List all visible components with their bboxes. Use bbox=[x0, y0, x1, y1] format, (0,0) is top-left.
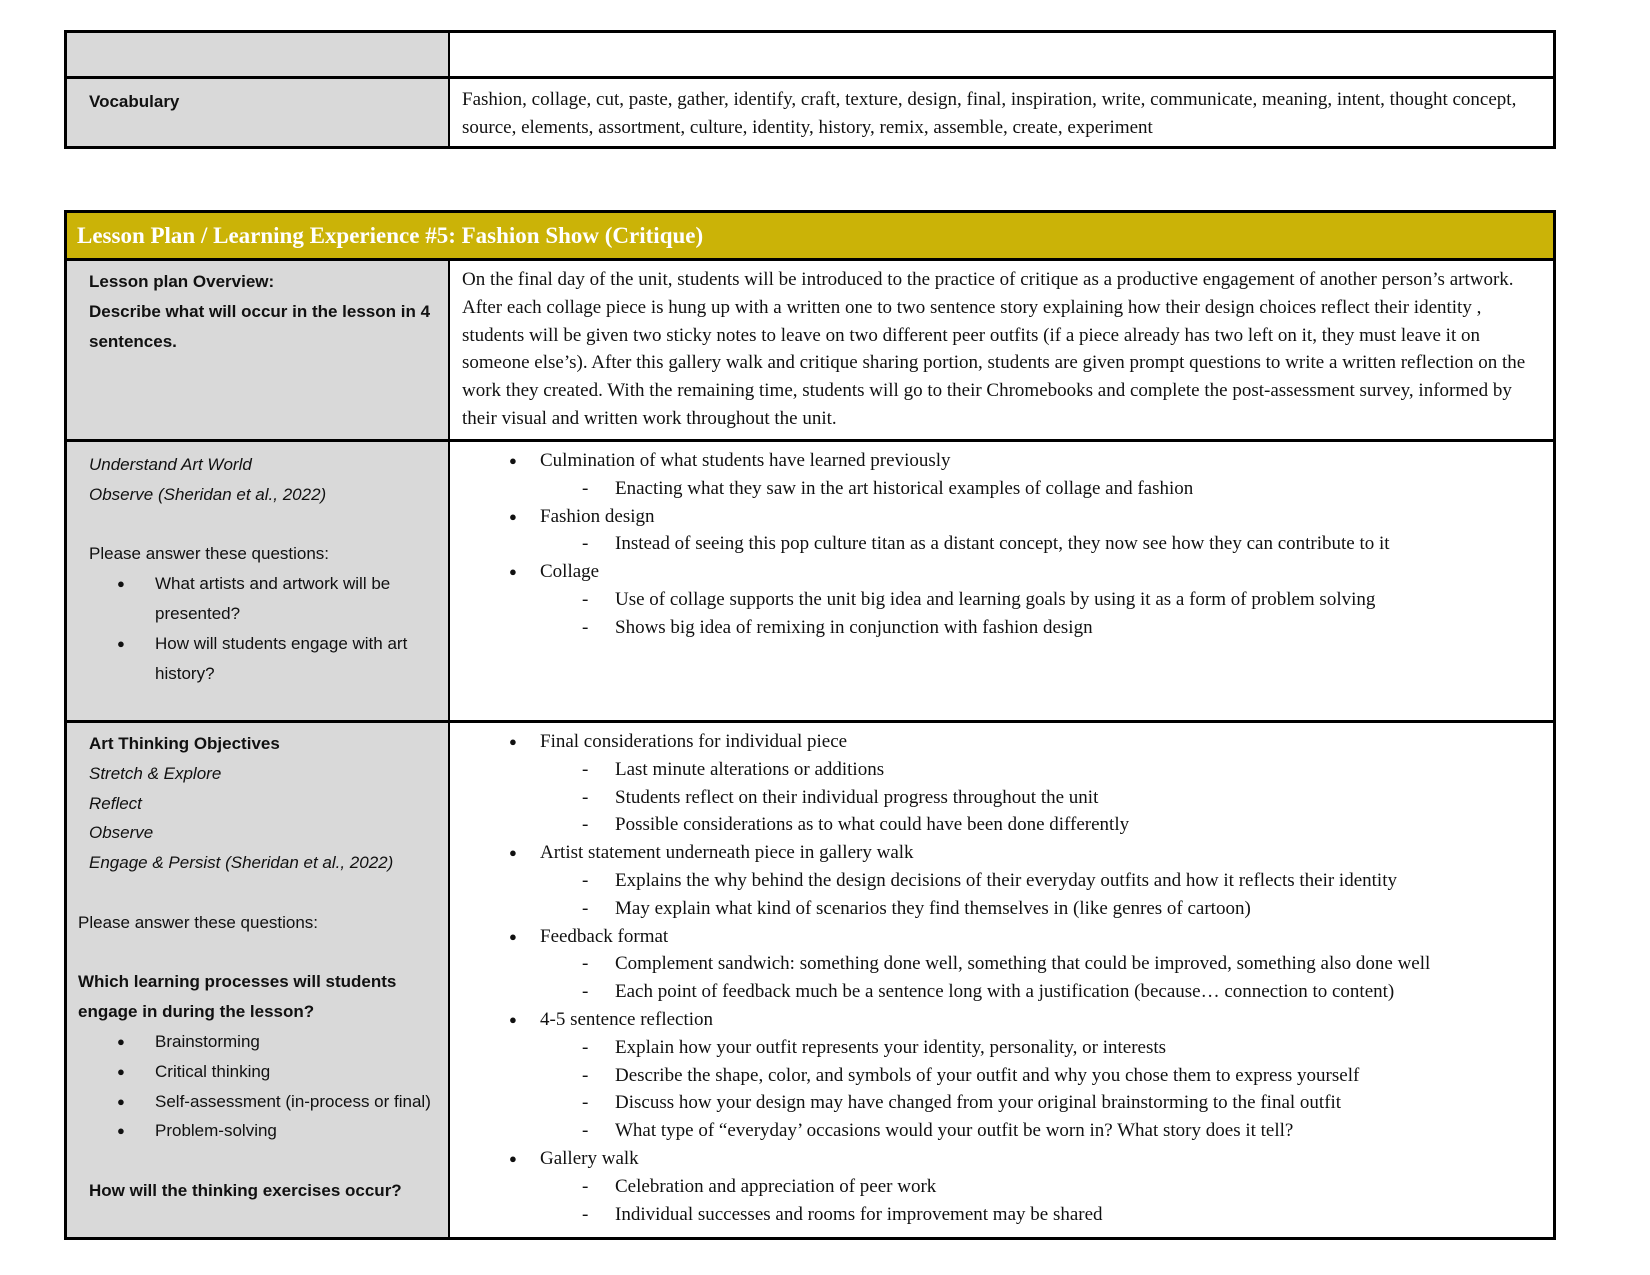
bullet-list bbox=[462, 728, 1543, 1228]
thinking-prompt: Please answer these questions: bbox=[78, 912, 319, 932]
sub-list-item: - Students reflect on their individual progress throughout the unit bbox=[462, 784, 1543, 812]
list-item: ● Fashion design bbox=[462, 503, 1543, 531]
vocabulary-label: Vocabulary bbox=[67, 79, 450, 146]
sub-list-item: - Complement sandwich: something done well, something that could be improved, something also done well bbox=[462, 950, 1543, 978]
sub-list-item: - Individual successes and rooms for improvement may be shared bbox=[462, 1201, 1543, 1229]
vocabulary-value: Fashion, collage, cut, paste, gather, identify, craft, texture, design, final, inspiration, write, communicate, meaning, intent, thought concept, source, elements, assortment, culture, identity, history, remix, assemble, create, experiment bbox=[462, 89, 1517, 138]
thinking-question: Which learning processes will students engage in during the lesson? bbox=[78, 972, 397, 1022]
overview-instruction: Describe what will occur in the lesson in 4 sentences. bbox=[89, 301, 431, 351]
thinking-row bbox=[67, 720, 1553, 1237]
list-item: ● 4-5 sentence reflection bbox=[462, 1006, 1543, 1034]
sub-list-item: - Each point of feedback much be a sentence long with a justification (because… connection to content) bbox=[462, 978, 1543, 1006]
sub-list-item: - Use of collage supports the unit big idea and learning goals by using it as a form of problem solving bbox=[462, 586, 1543, 614]
question-item: ● How will students engage with art history? bbox=[89, 629, 438, 689]
list-item: ● Culmination of what students have learned previously bbox=[462, 447, 1543, 475]
art-world-row bbox=[67, 439, 1553, 720]
empty-row bbox=[67, 33, 1553, 76]
sub-list-item: - Discuss how your design may have changed from your original brainstorming to the final outfit bbox=[462, 1089, 1543, 1117]
bullet-list bbox=[462, 447, 1543, 642]
list-item: ● Gallery walk bbox=[462, 1145, 1543, 1173]
habit: Engage & Persist (Sheridan et al., 2022) bbox=[89, 853, 394, 873]
sub-list-item: - What type of “everyday’ occasions would your outfit be worn in? What story does it tell? bbox=[462, 1117, 1543, 1145]
overview-label-cell bbox=[67, 261, 450, 439]
process-item: ● Problem-solving bbox=[89, 1116, 438, 1146]
sub-list-item: - Instead of seeing this pop culture titan as a distant concept, they now see how they can contribute to it bbox=[462, 530, 1543, 558]
list-item: ● Feedback format bbox=[462, 923, 1543, 951]
sub-list-item: - Last minute alterations or additions bbox=[462, 756, 1543, 784]
habit: Observe bbox=[89, 823, 154, 843]
thinking-label: Art Thinking Objectives bbox=[89, 734, 280, 753]
overview-row bbox=[67, 258, 1553, 439]
art-world-list bbox=[450, 442, 1553, 720]
sub-list-item: - Possible considerations as to what could have been done differently bbox=[462, 811, 1543, 839]
observe-label: Observe (Sheridan et al., 2022) bbox=[89, 484, 327, 504]
habit: Stretch & Explore bbox=[89, 763, 222, 783]
lesson-table bbox=[64, 210, 1556, 1240]
process-list bbox=[89, 1027, 438, 1146]
process-item: ● Brainstorming bbox=[89, 1027, 438, 1057]
art-world-label: Understand Art World bbox=[89, 455, 252, 474]
thinking-question-2: How will the thinking exercises occur? bbox=[89, 1180, 402, 1200]
vocabulary-row bbox=[67, 76, 1553, 146]
lesson-header: Lesson Plan / Learning Experience #5: Fashion Show (Critique) bbox=[67, 213, 1553, 258]
art-world-prompt: Please answer these questions: bbox=[89, 544, 330, 564]
list-item: ● Collage bbox=[462, 558, 1543, 586]
empty-value-cell bbox=[450, 33, 1553, 76]
vocabulary-table bbox=[64, 30, 1556, 149]
art-world-label-cell bbox=[67, 442, 450, 720]
sub-list-item: - Celebration and appreciation of peer work bbox=[462, 1173, 1543, 1201]
list-item: ● Final considerations for individual piece bbox=[462, 728, 1543, 756]
list-item: ● Artist statement underneath piece in gallery walk bbox=[462, 839, 1543, 867]
process-item: ● Self-assessment (in-process or final) bbox=[89, 1087, 438, 1117]
sub-list-item: - Enacting what they saw in the art historical examples of collage and fashion bbox=[462, 475, 1543, 503]
process-item: ● Critical thinking bbox=[89, 1057, 438, 1087]
thinking-label-cell bbox=[67, 723, 450, 1237]
art-world-questions bbox=[89, 569, 438, 688]
sub-list-item: - Shows big idea of remixing in conjunction with fashion design bbox=[462, 614, 1543, 642]
overview-text: On the final day of the unit, students will be introduced to the practice of critique as a productive engagement of another person’s artwork. After each collage piece is hung up with a written one to two sentence story explaining how their design choices reflect their identity , students will be given two sticky notes to leave on two different peer outfits (if a piece already has two left on it, they must leave it on someone else’s). After this gallery walk and critique sharing portion, students are given prompt questions to write a written reflection on the work they created. With the remaining time, students will go to their Chromebooks and complete the post-assessment survey, informed by their visual and written work throughout the unit. bbox=[462, 269, 1526, 429]
thinking-list bbox=[450, 723, 1553, 1237]
sub-list-item: - Describe the shape, color, and symbols of your outfit and why you chose them to express yourself bbox=[462, 1062, 1543, 1090]
sub-list-item: - Explains the why behind the design decisions of their everyday outfits and how it reflects their identity bbox=[462, 867, 1543, 895]
question-item: ● What artists and artwork will be presented? bbox=[89, 569, 438, 629]
habit: Reflect bbox=[89, 793, 142, 813]
sub-list-item: - May explain what kind of scenarios they find themselves in (like genres of cartoon) bbox=[462, 895, 1543, 923]
sub-list-item: - Explain how your outfit represents your identity, personality, or interests bbox=[462, 1034, 1543, 1062]
overview-label: Lesson plan Overview: bbox=[89, 272, 275, 291]
empty-label-cell bbox=[67, 33, 450, 76]
